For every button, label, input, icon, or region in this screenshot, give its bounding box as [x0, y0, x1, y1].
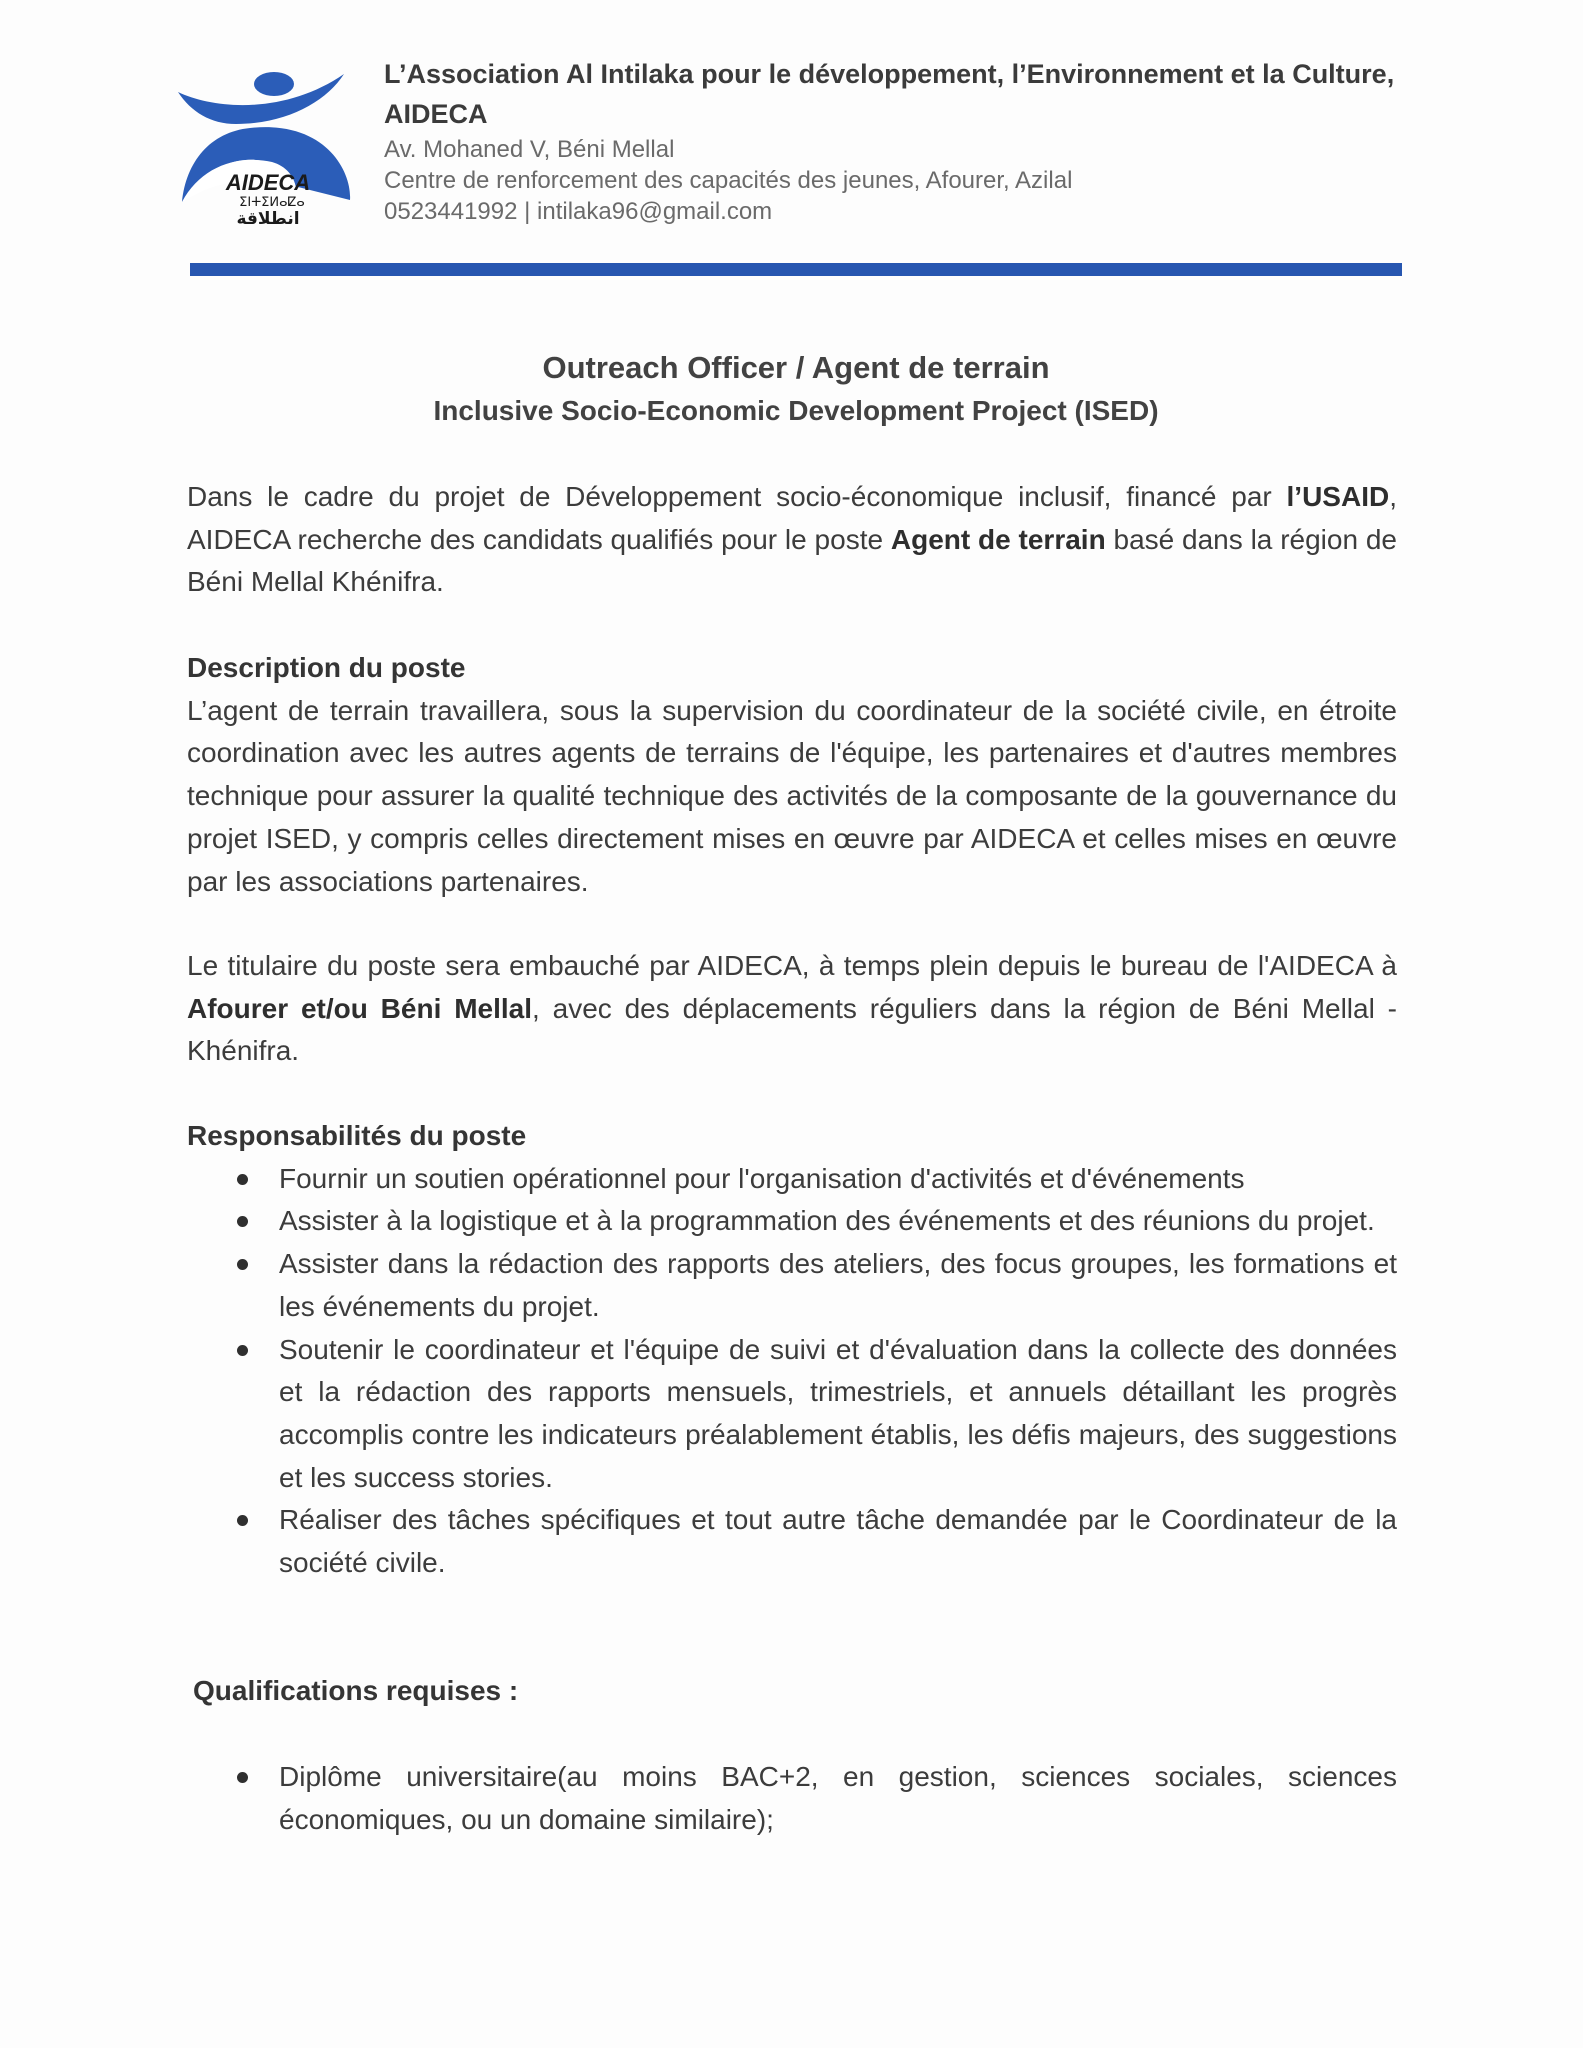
org-contact: 0523441992 | intilaka96@gmail.com — [384, 198, 773, 225]
intro-usaid: l’USAID — [1286, 481, 1390, 512]
intro-position: Agent de terrain — [890, 523, 1106, 555]
intro-text-2: , AIDECA recherche des candidats qualifiés pour le poste — [187, 481, 1397, 555]
qualifications-list — [187, 1756, 1397, 1841]
logo-head — [254, 72, 294, 96]
intro-text-1: Dans le cadre du projet de Développement socio-économique inclusif, financé par — [187, 481, 1287, 512]
job-title: Outreach Officer / Agent de terrain — [542, 350, 1050, 385]
list-item: Soutenir le coordinateur et l'équipe de suivi et d'évaluation dans la collecte des données et la rédaction des rapports mensuels, trimestriels, et annuels détaillant les progrès accomplis contre les indicateurs préalablement établis, les défis majeurs, des suggestions et les success stories. — [187, 1329, 1397, 1500]
qualifications-heading: Qualifications requises : — [193, 1675, 519, 1706]
list-item: Assister dans la rédaction des rapports des ateliers, des focus groupes, les formations et les événements du projet. — [187, 1243, 1397, 1328]
logo-text: AIDECA — [225, 170, 311, 195]
list-item: Assister à la logistique et à la programmation des événements et des réunions du projet. — [187, 1200, 1397, 1243]
org-name-line1: L’Association Al Intilaka pour le développement, l’Environnement et la Culture, — [384, 59, 1395, 89]
responsibilities-heading: Responsabilités du poste — [187, 1120, 527, 1151]
org-address: Av. Mohaned V, Béni Mellal — [384, 136, 675, 163]
titulaire-paragraph — [187, 945, 1397, 1073]
description-text: L’agent de terrain travaillera, sous la supervision du coordinateur de la société civile, en étroite coordination avec les autres agents de terrains de l'équipe, les partenaires et d'autres membres technique pour assurer la qualité technique des activités de la composante de la gouvernance du projet ISED, y compris celles directement mises en œuvre par AIDECA et celles mises en œuvre par les associations partenaires. — [187, 694, 1397, 897]
titulaire-location: Afourer et/ou Béni Mellal — [187, 992, 532, 1024]
logo-tifinagh: ⵉⵏⵜⵉⵍⴰⵇⴰ — [239, 195, 305, 210]
aideca-logo — [176, 62, 354, 228]
org-centre: Centre de renforcement des capacités des jeunes, Afourer, Azilal — [384, 167, 1073, 194]
responsibilities-list — [187, 1158, 1397, 1585]
logo-arabic: انطلاقة — [236, 209, 300, 228]
responsibilities-section — [187, 1115, 1397, 1585]
intro-text-3: basé dans la région de Béni Mellal Khénifra. — [187, 523, 1397, 598]
organization-header — [384, 54, 1404, 227]
titulaire-text-2: , avec des déplacements réguliers dans la région de Béni Mellal - Khénifra. — [187, 992, 1397, 1067]
qualifications-list-wrap — [187, 1756, 1397, 1841]
job-title-block — [190, 346, 1402, 432]
project-title: Inclusive Socio-Economic Development Project (ISED) — [433, 395, 1159, 426]
intro-section — [187, 476, 1397, 604]
intro-paragraph — [187, 476, 1397, 604]
list-item: Fournir un soutien opérationnel pour l'organisation d'activités et d'événements — [187, 1158, 1397, 1201]
description-heading: Description du poste — [187, 652, 466, 683]
org-name-line2: AIDECA — [384, 99, 488, 129]
titulaire-text-1: Le titulaire du poste sera embauché par AIDECA, à temps plein depuis le bureau de l'AIDECA à — [187, 950, 1397, 981]
qualifications-section — [187, 1670, 1397, 1713]
list-item: Diplôme universitaire(au moins BAC+2, en gestion, sciences sociales, sciences économiques, ou un domaine similaire); — [187, 1756, 1397, 1841]
header-divider — [190, 263, 1402, 276]
titulaire-section — [187, 945, 1397, 1073]
list-item: Réaliser des tâches spécifiques et tout autre tâche demandée par le Coordinateur de la société civile. — [187, 1499, 1397, 1584]
description-section — [187, 647, 1397, 903]
